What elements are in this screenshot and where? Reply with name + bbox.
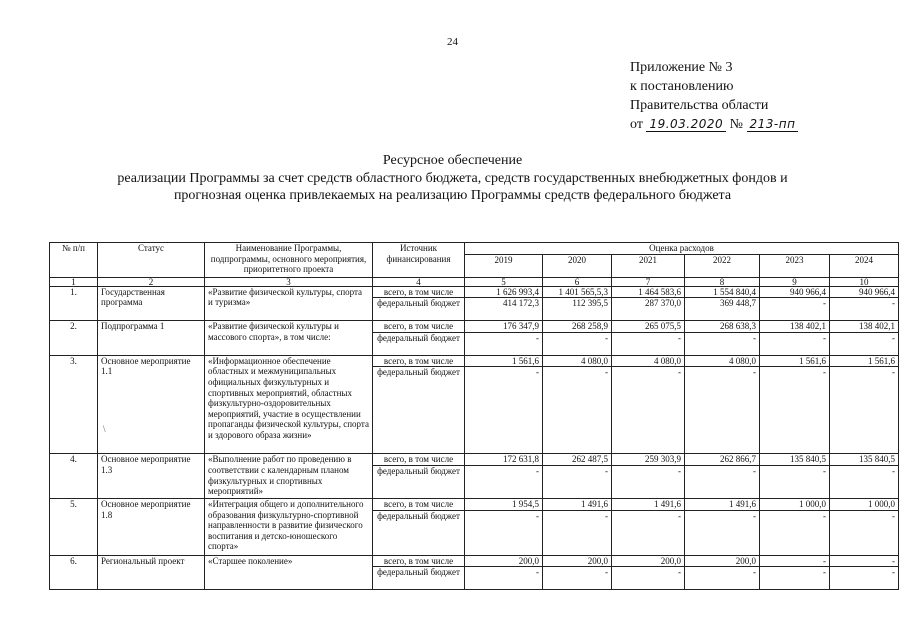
- number-label: №: [729, 117, 744, 132]
- amount-cell: -: [685, 367, 760, 454]
- column-index: 1: [50, 277, 98, 286]
- amount-cell: 112 395,5: [543, 298, 612, 321]
- appendix-title: Приложение № 3: [630, 60, 733, 75]
- from-label: от: [630, 117, 643, 132]
- header-year: 2020: [543, 254, 612, 277]
- title-line-3: прогнозная оценка привлекаемых на реализацию Программы средств федерального бюджета: [173, 188, 732, 203]
- document-title: [0, 152, 905, 205]
- row-name: «Развитие физической культуры и массового спорта», в том числе:: [205, 321, 373, 356]
- header-source: Источник финансирования: [373, 243, 465, 278]
- row-status: Основное мероприятие 1.3: [98, 454, 205, 499]
- amount-cell: 135 840,5: [760, 454, 830, 466]
- amount-cell: 1 561,6: [830, 355, 899, 367]
- amount-cell: 1 491,6: [612, 498, 685, 510]
- amount-cell: -: [685, 465, 760, 498]
- table-row: [50, 498, 899, 510]
- amount-cell: 176 347,9: [465, 321, 543, 333]
- amount-cell: 414 172,3: [465, 298, 543, 321]
- header-year: 2019: [465, 254, 543, 277]
- amount-cell: -: [760, 567, 830, 590]
- amount-cell: -: [612, 465, 685, 498]
- amount-cell: -: [543, 367, 612, 454]
- amount-cell: -: [543, 332, 612, 355]
- row-name: «Развитие физической культуры, спорта и туризма»: [205, 286, 373, 321]
- amount-cell: 1 954,5: [465, 498, 543, 510]
- amount-cell: 262 866,7: [685, 454, 760, 466]
- header-year: 2024: [830, 254, 899, 277]
- funding-source: всего, в том числе: [373, 498, 465, 510]
- row-status: Подпрограмма 1: [98, 321, 205, 356]
- funding-source: всего, в том числе: [373, 555, 465, 567]
- table-row: [50, 321, 899, 333]
- title-line-1: Ресурсное обеспечение: [382, 153, 523, 168]
- amount-cell: -: [612, 367, 685, 454]
- funding-source: федеральный бюджет: [373, 332, 465, 355]
- header-name: Наименование Программы, подпрограммы, основного мероприятия, приоритетного проекта: [205, 243, 373, 278]
- column-index: 10: [830, 277, 899, 286]
- stray-mark: \: [103, 424, 106, 434]
- handwritten-number: 213-пп: [747, 117, 799, 132]
- amount-cell: -: [685, 332, 760, 355]
- amount-cell: -: [465, 465, 543, 498]
- amount-cell: 172 631,8: [465, 454, 543, 466]
- amount-cell: -: [465, 367, 543, 454]
- header-row-1: [50, 243, 899, 255]
- row-number: 6.: [50, 555, 98, 590]
- resource-table: [49, 242, 899, 590]
- column-index: 8: [685, 277, 760, 286]
- table-row: [50, 286, 899, 298]
- amount-cell: 369 448,7: [685, 298, 760, 321]
- amount-cell: 940 966,4: [830, 286, 899, 298]
- amount-cell: 940 966,4: [760, 286, 830, 298]
- row-status: Основное мероприятие 1.1: [98, 355, 205, 454]
- amount-cell: -: [830, 298, 899, 321]
- row-number: 5.: [50, 498, 98, 555]
- funding-source: федеральный бюджет: [373, 465, 465, 498]
- funding-source: федеральный бюджет: [373, 510, 465, 555]
- row-number: 3.: [50, 355, 98, 454]
- amount-cell: 1 464 583,6: [612, 286, 685, 298]
- column-index: 4: [373, 277, 465, 286]
- amount-cell: -: [612, 567, 685, 590]
- appendix-line-3: Правительства области: [630, 98, 769, 113]
- amount-cell: 1 554 840,4: [685, 286, 760, 298]
- header-status: Статус: [98, 243, 205, 278]
- column-index: 5: [465, 277, 543, 286]
- amount-cell: -: [830, 465, 899, 498]
- column-index: 7: [612, 277, 685, 286]
- amount-cell: 1 626 993,4: [465, 286, 543, 298]
- amount-cell: -: [465, 332, 543, 355]
- amount-cell: -: [830, 332, 899, 355]
- funding-source: всего, в том числе: [373, 286, 465, 298]
- funding-source: федеральный бюджет: [373, 367, 465, 454]
- amount-cell: -: [612, 510, 685, 555]
- header-estimate: Оценка расходов: [465, 243, 899, 255]
- amount-cell: -: [760, 298, 830, 321]
- funding-source: всего, в том числе: [373, 454, 465, 466]
- handwritten-date: 19.03.2020: [646, 117, 726, 132]
- funding-source: всего, в том числе: [373, 355, 465, 367]
- amount-cell: 1 000,0: [760, 498, 830, 510]
- row-status: Государственная программа: [98, 286, 205, 321]
- page-number: 24: [447, 36, 458, 48]
- amount-cell: -: [760, 367, 830, 454]
- column-index: 2: [98, 277, 205, 286]
- amount-cell: 4 080,0: [612, 355, 685, 367]
- row-number: 4.: [50, 454, 98, 499]
- amount-cell: -: [760, 555, 830, 567]
- amount-cell: 4 080,0: [543, 355, 612, 367]
- appendix-block: [630, 58, 798, 134]
- header-year: 2021: [612, 254, 685, 277]
- table-row: [50, 355, 899, 367]
- amount-cell: -: [830, 367, 899, 454]
- amount-cell: 135 840,5: [830, 454, 899, 466]
- amount-cell: 200,0: [465, 555, 543, 567]
- amount-cell: 138 402,1: [830, 321, 899, 333]
- table-row: [50, 454, 899, 466]
- table-row: [50, 555, 899, 567]
- row-status: Региональный проект: [98, 555, 205, 590]
- amount-cell: 262 487,5: [543, 454, 612, 466]
- amount-cell: 268 638,3: [685, 321, 760, 333]
- amount-cell: -: [830, 567, 899, 590]
- amount-cell: 1 491,6: [685, 498, 760, 510]
- amount-cell: 1 491,6: [543, 498, 612, 510]
- funding-source: всего, в том числе: [373, 321, 465, 333]
- amount-cell: 1 561,6: [465, 355, 543, 367]
- appendix-line-2: к постановлению: [630, 79, 734, 94]
- table-body: [50, 243, 899, 590]
- amount-cell: -: [685, 567, 760, 590]
- title-line-2: реализации Программы за счет средств областного бюджета, средств государственных внебюджетных фондов и: [117, 170, 788, 186]
- amount-cell: -: [760, 465, 830, 498]
- amount-cell: 4 080,0: [685, 355, 760, 367]
- amount-cell: 268 258,9: [543, 321, 612, 333]
- column-index: 6: [543, 277, 612, 286]
- row-name: «Старшее поколение»: [205, 555, 373, 590]
- amount-cell: -: [830, 510, 899, 555]
- amount-cell: 138 402,1: [760, 321, 830, 333]
- row-name: «Информационное обеспечение областных и межмуниципальных официальных физкультурных и спортивных мероприятий, областных физкультурно-оздоровительных мероприятий, участие в осуществлении пропаганды физической культуры, спорта и здорового образа жизни»: [205, 355, 373, 454]
- header-num: № п/п: [50, 243, 98, 278]
- amount-cell: -: [760, 510, 830, 555]
- funding-source: федеральный бюджет: [373, 298, 465, 321]
- amount-cell: 200,0: [685, 555, 760, 567]
- column-index: 9: [760, 277, 830, 286]
- column-index-row: [50, 277, 899, 286]
- amount-cell: -: [760, 332, 830, 355]
- amount-cell: 1 000,0: [830, 498, 899, 510]
- amount-cell: -: [612, 332, 685, 355]
- amount-cell: -: [465, 510, 543, 555]
- amount-cell: -: [543, 510, 612, 555]
- header-year: 2022: [685, 254, 760, 277]
- amount-cell: 265 075,5: [612, 321, 685, 333]
- amount-cell: -: [830, 555, 899, 567]
- row-number: 1.: [50, 286, 98, 321]
- amount-cell: 200,0: [543, 555, 612, 567]
- row-number: 2.: [50, 321, 98, 356]
- column-index: 3: [205, 277, 373, 286]
- amount-cell: 1 401 565,5,3: [543, 286, 612, 298]
- amount-cell: -: [465, 567, 543, 590]
- amount-cell: 287 370,0: [612, 298, 685, 321]
- row-status: Основное мероприятие 1.8: [98, 498, 205, 555]
- funding-source: федеральный бюджет: [373, 567, 465, 590]
- row-name: «Интеграция общего и дополнительного образования физкультурно-спортивной направленности в развитие физического воспитания и детско-юношеского спорта»: [205, 498, 373, 555]
- amount-cell: 1 561,6: [760, 355, 830, 367]
- amount-cell: -: [543, 567, 612, 590]
- header-year: 2023: [760, 254, 830, 277]
- appendix-date-line: [630, 115, 798, 134]
- amount-cell: 259 303,9: [612, 454, 685, 466]
- amount-cell: -: [543, 465, 612, 498]
- row-name: «Выполнение работ по проведению в соответствии с календарным планом физкультурных и спортивных мероприятий»: [205, 454, 373, 499]
- amount-cell: -: [685, 510, 760, 555]
- amount-cell: 200,0: [612, 555, 685, 567]
